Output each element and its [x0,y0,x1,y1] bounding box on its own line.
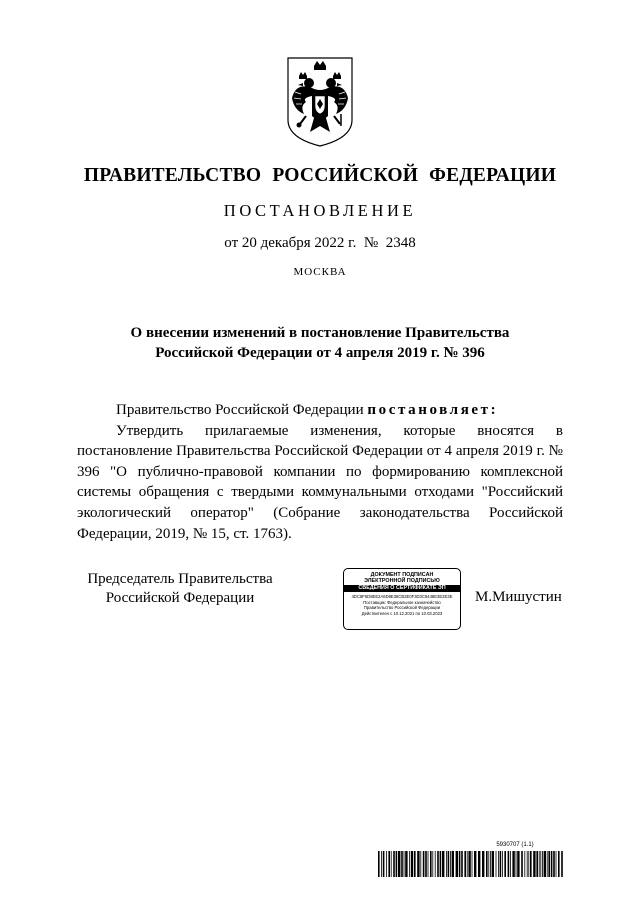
decree-intro [77,400,563,421]
subject-line-2: Российской Федерации от 4 апреля 2019 г. № 396 [155,345,485,361]
document-body [77,400,563,544]
stamp-issuer-line-1: Поставщик: Федеральное казначейство [363,599,441,605]
signer-position [80,570,280,608]
stamp-issuer-line-2: Правительство Российской Федерации [363,605,441,611]
signer-position-line-2: Российской Федерации [105,590,255,606]
stamp-serial: 4DC8F5D8EE2A6D9E38CB2E0F3D3C9448E3E2E3E [351,594,453,599]
barcode-number: 5930707 (1.1) [496,842,534,848]
signer-name: М.Мишустин [475,589,562,605]
government-title: ПРАВИТЕЛЬСТВО РОССИЙСКОЙ ФЕДЕРАЦИИ [83,165,557,186]
stamp-head-line-1: ДОКУМЕНТ ПОДПИСАН [370,572,434,578]
document-date-number: от 20 декабря 2022 г. № 2348 [224,235,416,251]
decree-intro-text: Правительство Российской Федерации [116,402,368,418]
coat-of-arms-icon [282,52,358,148]
electronic-signature-stamp [343,568,461,630]
document-subject [0,323,640,363]
stamp-validity: Действителен с 10.12.2021 по 10.03.2023 [361,610,443,616]
document-city: МОСКВА [293,266,347,278]
document-type: ПОСТАНОВЛЕНИЕ [223,201,417,220]
stamp-certificate-band: СВЕДЕНИЯ О СЕРТИФИКАТЕ ЭП [344,585,460,592]
decree-word: постановляет: [367,402,499,418]
stamp-head-line-2: ЭЛЕКТРОННОЙ ПОДПИСЬЮ [364,578,440,584]
subject-line-1: О внесении изменений в постановление Правительства [130,325,510,341]
barcode-icon [378,851,564,877]
signer-position-line-1: Председатель Правительства [87,571,273,587]
decree-paragraph: Утвердить прилагаемые изменения, которые вносятся в постановление Правительства Российской Федерации от 4 апреля 2019 г. № 396 "О публично-правовой компании по формированию комплексной системы обращения с твердыми коммунальными отходами "Российский экологический оператор" (Собрание законодательства Российской Федерации, 2019, № 15, ст. 1763). [77,422,563,542]
